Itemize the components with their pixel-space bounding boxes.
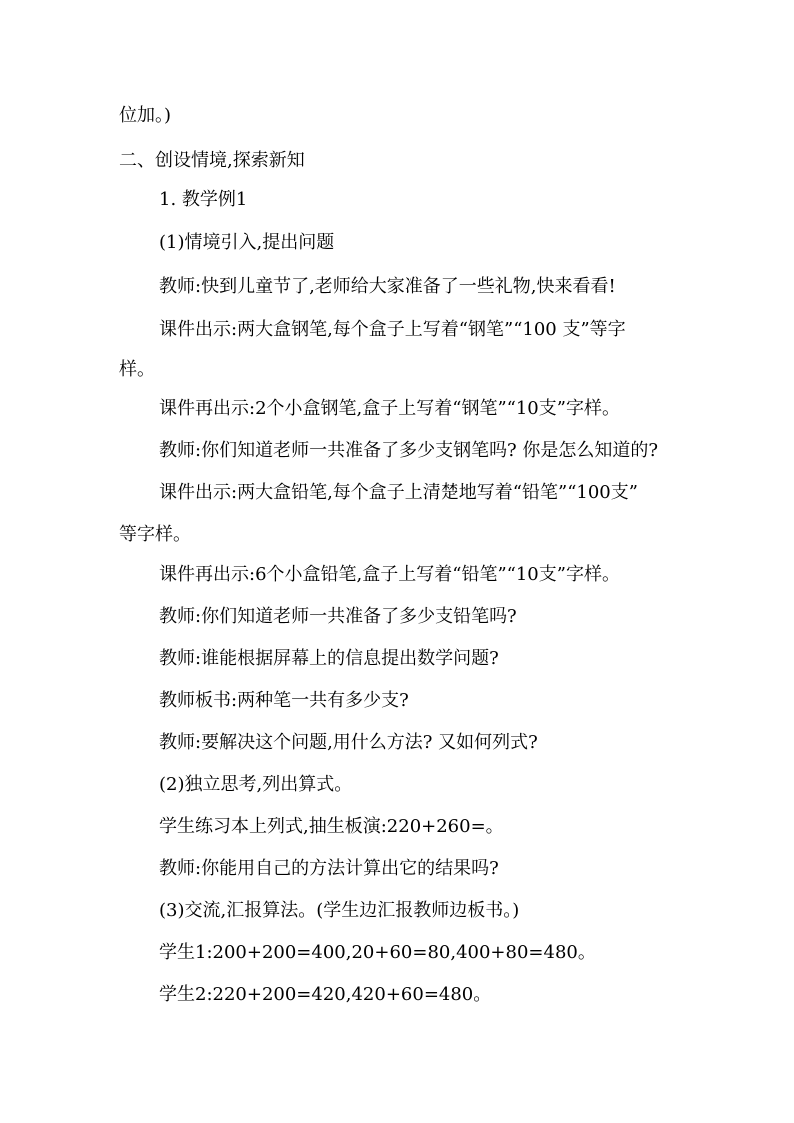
paragraph: 教师:你们知道老师一共准备了多少支铅笔吗? bbox=[159, 606, 517, 627]
paragraph: 教师:快到儿童节了,老师给大家准备了一些礼物,快来看看! bbox=[159, 276, 616, 297]
paragraph: 学生练习本上列式,抽生板演:220+260=。 bbox=[159, 816, 504, 837]
paragraph: 教师板书:两种笔一共有多少支? bbox=[159, 690, 409, 711]
step-heading: (3)交流,汇报算法。(学生边汇报教师边板书。) bbox=[159, 900, 520, 921]
paragraph: 教师:你能用自己的方法计算出它的结果吗? bbox=[159, 858, 499, 879]
paragraph: 课件再出示:2个小盒钢笔,盒子上写着“钢笔”“10支”字样。 bbox=[159, 398, 620, 419]
step-heading: (2)独立思考,列出算式。 bbox=[159, 774, 353, 795]
paragraph: 课件再出示:6个小盒铅笔,盒子上写着“铅笔”“10支”字样。 bbox=[159, 564, 620, 585]
section-heading: 二、创设情境,探索新知 bbox=[119, 150, 305, 171]
paragraph: 课件出示:两大盒铅笔,每个盒子上清楚地写着“铅笔”“100支” bbox=[159, 482, 638, 503]
paragraph: 教师:谁能根据屏幕上的信息提出数学问题? bbox=[159, 648, 499, 669]
paragraph: 学生1:200+200=400,20+60=80,400+80=480。 bbox=[159, 942, 596, 963]
paragraph: 课件出示:两大盒钢笔,每个盒子上写着“钢笔”“100 支”等字 bbox=[159, 319, 626, 340]
paragraph: 教师:要解决这个问题,用什么方法? 又如何列式? bbox=[159, 732, 538, 753]
paragraph: 教师:你们知道老师一共准备了多少支钢笔吗? 你是怎么知道的? bbox=[159, 440, 659, 461]
step-heading: (1)情境引入,提出问题 bbox=[159, 232, 335, 253]
paragraph-continuation: 等字样。 bbox=[119, 524, 191, 545]
subsection-heading: 1. 教学例1 bbox=[159, 189, 248, 210]
paragraph-continuation: 位加。) bbox=[119, 105, 172, 126]
paragraph: 学生2:220+200=420,420+60=480。 bbox=[159, 984, 492, 1005]
paragraph-continuation: 样。 bbox=[119, 359, 155, 380]
